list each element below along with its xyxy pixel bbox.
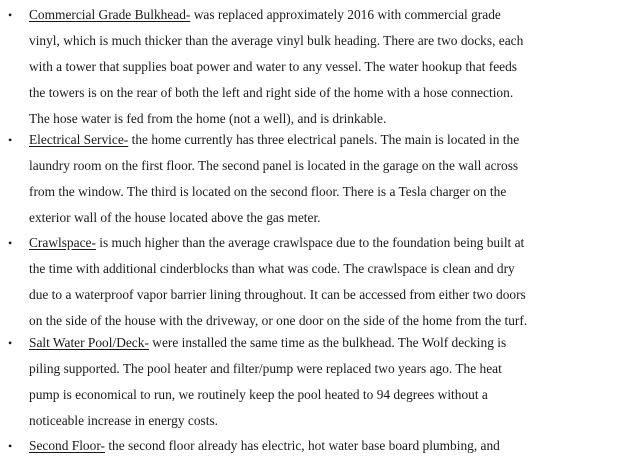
electrical-line-1: the home currently has three electrical panels. The main is located in the [128,132,520,147]
pool-deck-line-2: piling supported. The pool heater and filter/pump were replaced two years ago. The heat [29,361,502,376]
second-floor-text [29,433,635,459]
bulkhead-heading: Commercial Grade Bulkhead- [29,7,191,22]
bulkhead-line-1: was replaced approximately 2016 with commercial grade [190,7,501,22]
bulkhead-line-4: the towers is on the rear of both the left and right side of the home with a hose connection. [29,85,514,100]
pool-deck-line-4: noticeable increase in energy costs. [29,413,219,428]
second-floor-heading: Second Floor- [29,438,105,453]
electrical-line-3: from the window. The third is located on the second floor. There is a Tesla charger on the [29,184,507,199]
bulkhead-text [29,2,635,132]
bullet-icon: • [8,336,13,350]
crawlspace-line-1: is much higher than the average crawlspace due to the foundation being built at [95,235,525,250]
crawlspace-line-4: on the side of the house with the driveway, or one door on the side of the home from the turf. [29,313,528,328]
pool-deck-line-1: were installed the same time as the bulkhead. The Wolf decking is [148,335,507,350]
bullet-icon: • [8,236,13,250]
bullet-icon: • [8,133,13,147]
electrical-heading: Electrical Service- [29,132,129,147]
bulkhead-line-5: The hose water is fed from the home (not a well), and is drinkable. [29,111,387,126]
crawlspace-heading: Crawlspace- [29,235,96,250]
crawlspace-line-2: the time with additional cinderblocks than what was code. The crawlspace is clean and dry [29,261,515,276]
crawlspace-line-3: due to a waterproof vapor barrier lining throughout. It can be accessed from either two doors [29,287,526,302]
crawlspace-text [29,230,635,334]
electrical-line-2: laundry room on the first floor. The second panel is located in the garage on the wall across [29,158,519,173]
pool-deck-heading: Salt Water Pool/Deck- [29,335,149,350]
pool-deck-line-3: pump is economical to run, we routinely keep the pool heated to 94 degrees without a [29,387,488,402]
electrical-line-4: exterior wall of the house located above the gas meter. [29,210,321,225]
pool-deck-text [29,330,635,434]
bulkhead-line-2: vinyl, which is much thicker than the average vinyl bulk heading. There are two docks, each [29,33,524,48]
bullet-icon: • [8,8,13,22]
bulkhead-line-3: with a tower that supplies boat power and water to any vessel. The water hookup that feeds [29,59,517,74]
bullet-icon: • [8,439,13,453]
second-floor-line-1: the second floor already has electric, hot water base board plumbing, and [104,438,500,453]
electrical-text [29,127,635,231]
